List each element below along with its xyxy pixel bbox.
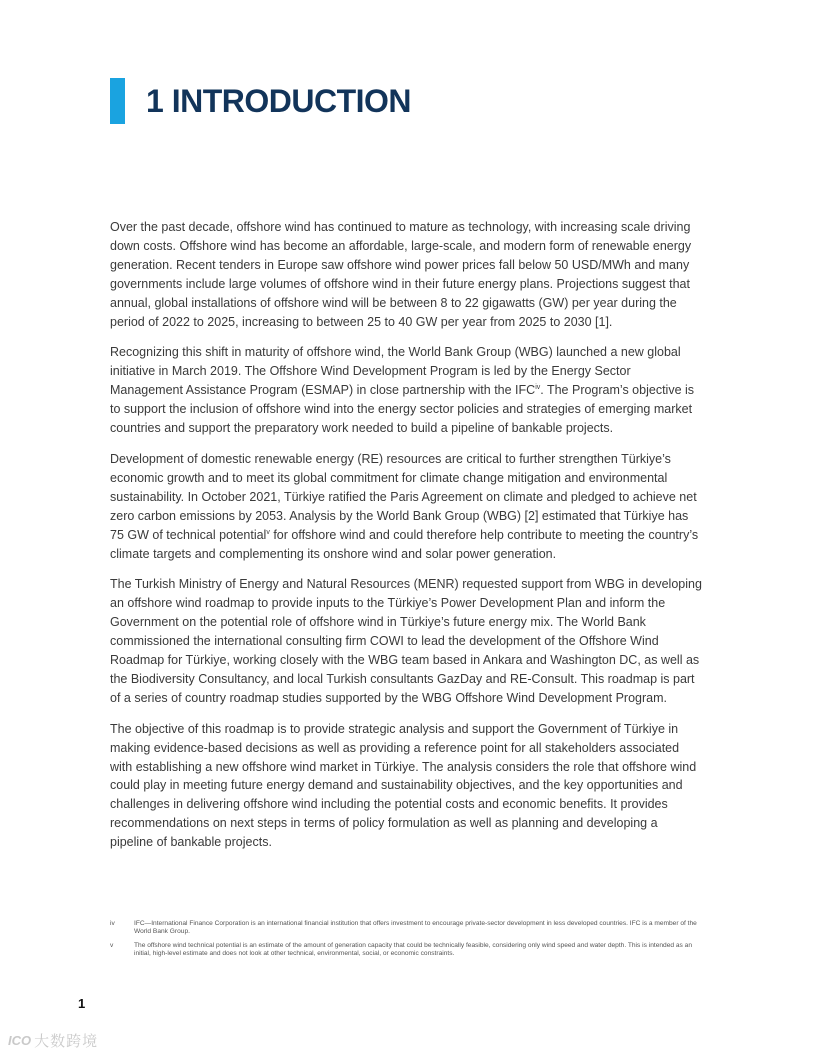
footnotes [110, 920, 704, 964]
paragraph-2-part-2: . The Program’s objective is to support the inclusion of offshore wind into the energy sector policies and strategies of emerging market countries and support the preparatory work needed to build a pipeline of bankable projects. [110, 383, 695, 436]
footnote-text: The offshore wind technical potential is an estimate of the amount of generation capacity that could be technically feasible, considering only wind speed and water depth. This is intended as an initial, high-level estimate and does not look at other technical, environmental, social, or economic constraints. [134, 941, 693, 958]
footnote-mark: iv [110, 920, 115, 927]
paragraph-2 [110, 343, 704, 438]
footnote-text: IFC—International Finance Corporation is an international financial institution that offers investment to encourage private-sector development in less developed countries. IFC is a member of the World Bank Group. [134, 920, 697, 936]
section-number: 1 [146, 82, 164, 119]
watermark [8, 1030, 98, 1051]
body-text [110, 218, 704, 864]
paragraph-4: The Turkish Ministry of Energy and Natural Resources (MENR) requested support from WBG in developing an offshore wind roadmap to provide inputs to the Türkiye’s Power Development Plan and inform the Government on the potential role of offshore wind in Türkiye’s future energy mix. The World Bank commissioned the international consulting firm COWI to lead the development of the Offshore Wind Roadmap for Türkiye, working closely with the WBG team based in Ankara and Washington DC, as well as the Biodiversity Consultancy, and local Turkish consultants GazDay and RE-Consult. This roadmap is part of a series of country roadmap studies supported by the WBG Offshore Wind Development Program. [110, 577, 702, 705]
section-heading [110, 78, 411, 124]
page-number: 1 [78, 996, 86, 1011]
watermark-text: 大数跨境 [34, 1033, 99, 1050]
heading-accent-bar [110, 78, 125, 124]
paragraph-3-part-2: for offshore wind and could therefore help contribute to meeting the country’s climate targets and complementing its onshore wind and solar power generation. [110, 527, 699, 561]
footnote-ref-iv: iv [535, 384, 541, 392]
watermark-logo-icon: ICO [8, 1033, 32, 1048]
footnote-v [110, 942, 704, 959]
footnote-iv [110, 920, 704, 937]
section-title [146, 83, 411, 120]
paragraph-3 [110, 450, 704, 563]
paragraph-3-part-1: Development of domestic renewable energy (RE) resources are critical to further strengthen Türkiye’s economic growth and to meet its global commitment for climate change mitigation and environmental sustainability. In October 2021, Türkiye ratified the Paris Agreement on climate and pledged to achieve net zero carbon emissions by 2053. Analysis by the World Bank Group (WBG) [2] estimated that Türkiye has 75 GW of technical potential [110, 451, 697, 542]
section-title-text: INTRODUCTION [171, 82, 411, 119]
footnote-mark: v [110, 941, 114, 949]
paragraph-1: Over the past decade, offshore wind has continued to mature as technology, with increasing scale driving down costs. Offshore wind has become an affordable, large-scale, and modern form of renewable energy generation. Recent tenders in Europe saw offshore wind power prices fall below 50 USD/MWh and many governments include large volumes of offshore wind in their future energy plans. Projections suggest that annual, global installations of offshore wind will be between 8 to 22 gigawatts (GW) per year during the period of 2022 to 2025, increasing to between 25 to 40 GW per year from 2025 to 2030 [1]. [110, 220, 692, 329]
paragraph-5: The objective of this roadmap is to provide strategic analysis and support the Government of Türkiye in making evidence-based decisions as well as providing a reference point for all stakeholders associated with establishing a new offshore wind market in Türkiye. The analysis considers the role that offshore wind could play in meeting future energy demand and sustainability objectives, and the key opportunities and challenges in delivering offshore wind including the potential costs and economic benefits. It provides recommendations on next steps in terms of policy formulation as well as planning and developing a pipeline of bankable projects. [110, 721, 697, 850]
footnote-ref-v: v [266, 528, 270, 536]
paragraph-2-part-1: Recognizing this shift in maturity of offshore wind, the World Bank Group (WBG) launched a new global initiative in March 2019. The Offshore Wind Development Program is led by the Energy Sector Management Assistance Program (ESMAP) in close partnership with the IFC [110, 345, 681, 398]
